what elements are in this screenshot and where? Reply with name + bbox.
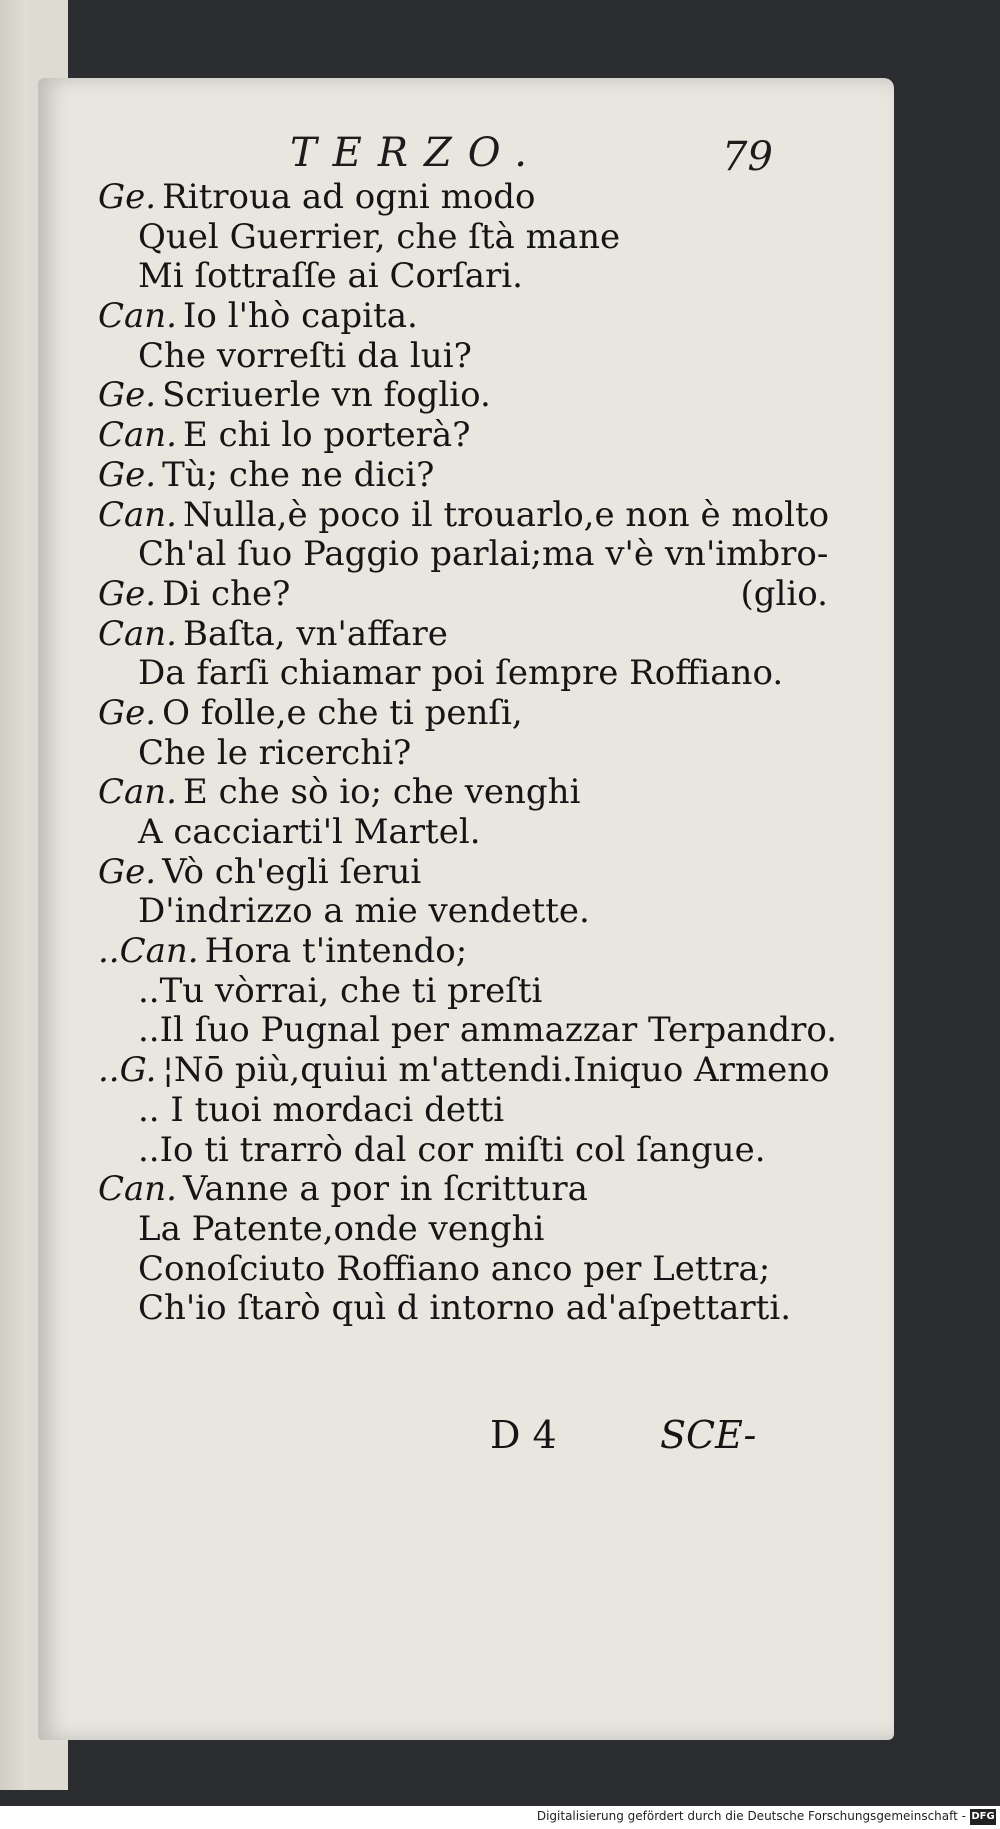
line-text: Baſta, vn'affare: [183, 613, 448, 654]
line-text: Che le ricerchi?: [138, 732, 412, 773]
line-text: Ch'al ſuo Paggio parlai;ma v'è vn'imbro-: [138, 534, 829, 575]
text-line: [98, 376, 828, 416]
text-line: [98, 297, 828, 337]
text-line: [98, 1210, 828, 1250]
line-text: Mi ſottraſſe ai Corſari.: [138, 256, 523, 297]
text-line: [98, 178, 828, 218]
line-text: Che vorreſti da lui?: [138, 335, 472, 376]
text-line: [98, 892, 828, 932]
line-text: Vanne a por in ſcrittura: [183, 1169, 588, 1210]
line-text: Nulla,è poco il trouarlo,e non è molto: [183, 494, 830, 535]
line-text: D'indrizzo a mie vendette.: [138, 891, 590, 932]
speaker-label: Ge.: [98, 177, 157, 217]
speaker-label: Ge.: [98, 454, 157, 495]
speaker-label: Can.: [98, 613, 177, 654]
line-text: Io l'hò capita.: [183, 296, 418, 337]
speaker-label: ..G.: [98, 1050, 157, 1091]
play-text: [98, 177, 838, 1329]
text-line: [98, 337, 828, 377]
speaker-label: ..Can.: [98, 931, 199, 972]
text-line: [98, 575, 828, 615]
speaker-label: Ge.: [98, 573, 157, 614]
text-line: [98, 654, 828, 694]
running-head-title: TERZO.: [290, 130, 543, 176]
text-line: [98, 1010, 838, 1051]
text-line: [98, 813, 828, 853]
text-line: [98, 416, 828, 456]
line-text: Ritroua ad ogni modo: [162, 177, 536, 217]
text-line: [98, 853, 828, 893]
text-line: [98, 456, 828, 496]
line-text: O folle,e che ti penſi,: [162, 692, 523, 733]
speaker-label: Can.: [98, 772, 177, 813]
speaker-label: Ge.: [98, 375, 157, 416]
text-line: [98, 1091, 828, 1131]
line-text: La Patente,onde venghi: [138, 1208, 545, 1249]
line-text: A cacciarti'l Martel.: [138, 812, 481, 852]
speaker-label: Can.: [98, 494, 177, 535]
line-text: .. I tuoi mordaci detti: [138, 1089, 505, 1130]
text-line: [98, 496, 828, 536]
line-text: Ch'io ſtarò quì d intorno ad'aſpettarti.: [138, 1288, 792, 1329]
line-text: ¦Nō più,quiui m'attendi.Iniquo Armeno: [162, 1050, 830, 1091]
text-line: [98, 1170, 828, 1210]
text-line: [98, 932, 828, 972]
speaker-label: Ge.: [98, 851, 157, 892]
text-line: [98, 972, 828, 1012]
text-line: [98, 1131, 828, 1171]
text-line: [98, 1289, 828, 1329]
text-line: [98, 615, 828, 655]
catchword: SCE-: [660, 1413, 757, 1457]
credit-bar: [0, 1806, 1000, 1829]
speaker-label: Can.: [98, 1169, 177, 1210]
text-line: [98, 535, 828, 575]
speaker-label: Can.: [98, 415, 177, 456]
text-line: [98, 734, 828, 774]
dfg-logo: DFG: [970, 1809, 996, 1825]
line-text: E chi lo porterà?: [183, 415, 471, 456]
text-line: [98, 694, 828, 734]
line-text: Scriuerle vn foglio.: [162, 375, 491, 416]
line-text: ..Tu vòrrai, che ti preſti: [138, 970, 543, 1011]
credit-text: Digitalisierung gefördert durch die Deutsche Forschungsgemeinschaft -: [536, 1809, 966, 1823]
running-head: [290, 130, 860, 180]
text-line: [98, 257, 828, 297]
line-text: Hora t'intendo;: [204, 931, 468, 972]
text-line: [98, 773, 828, 813]
line-text: ..Il ſuo Pugnal per ammazzar Terpandro.: [138, 1010, 838, 1051]
line-text: Quel Guerrier, che ſtà mane: [138, 216, 621, 257]
speaker-label: Can.: [98, 296, 177, 337]
speaker-label: Ge.: [98, 692, 157, 733]
line-text: ..Io ti trarrò dal cor miſti col ſangue.: [138, 1129, 766, 1170]
line-continuation: (glio.: [740, 573, 828, 614]
line-text: E che sò io; che venghi: [183, 772, 581, 813]
page-number: 79: [722, 134, 773, 180]
line-text: Di che?: [162, 573, 291, 614]
line-text: Conoſciuto Roffiano anco per Lettra;: [138, 1248, 771, 1289]
page-footer: [490, 1413, 820, 1465]
text-line: [98, 1051, 828, 1091]
line-text: Da farſi chiamar poi ſempre Roffiano.: [138, 653, 784, 694]
text-line: [98, 1250, 828, 1290]
line-text: Vò ch'egli ſerui: [162, 851, 422, 892]
line-text: Tù; che ne dici?: [162, 454, 435, 495]
signature-mark: D 4: [490, 1413, 557, 1457]
text-line: [98, 218, 828, 258]
